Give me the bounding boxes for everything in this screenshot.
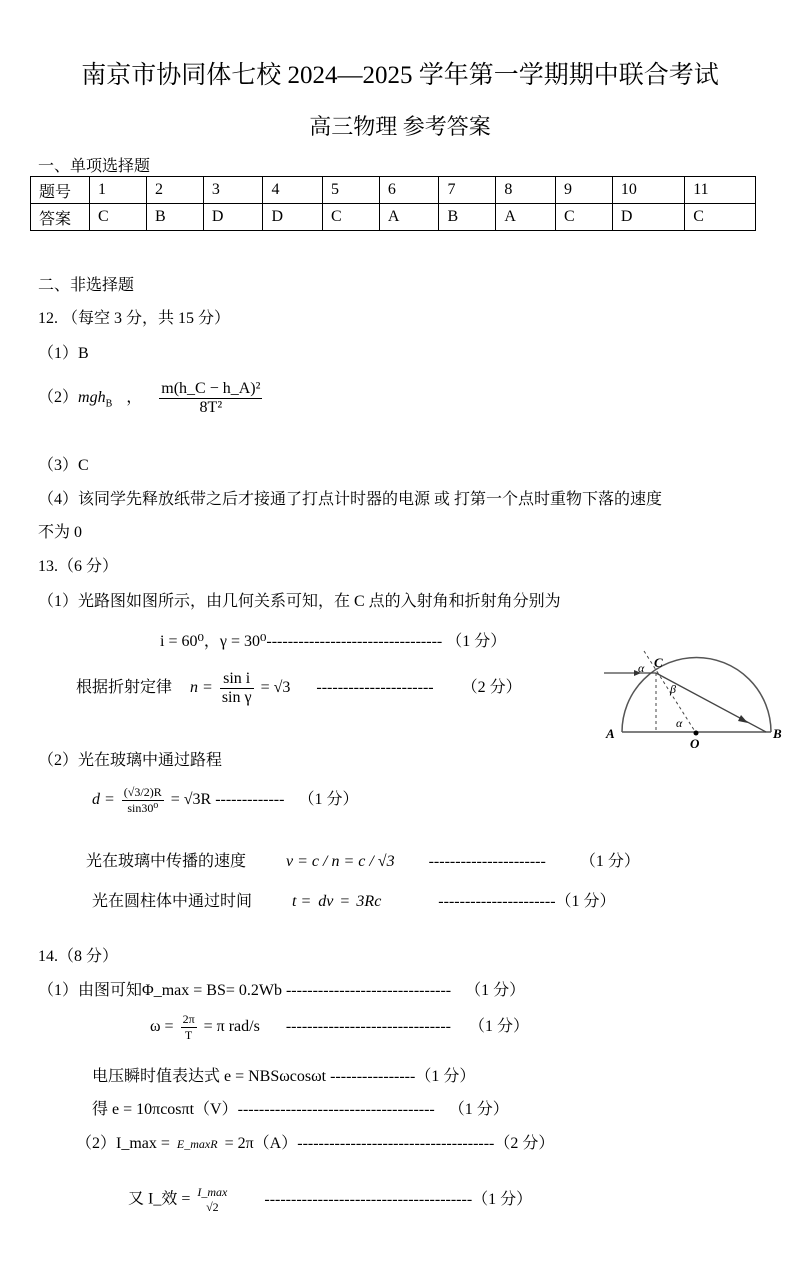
score: （1 分）: [298, 791, 359, 809]
center-point: [694, 731, 699, 736]
score: （1 分）: [579, 853, 640, 870]
numerator: sin i: [220, 670, 254, 689]
q13-answer-2: （2）光在玻璃中通过路程: [38, 752, 223, 769]
q14-line-2: [150, 1012, 529, 1043]
question-number: 1: [90, 177, 147, 204]
question-number: 2: [146, 177, 203, 204]
q12-answer-4-line2: 不为 0: [38, 524, 83, 541]
formula: t =: [292, 893, 312, 910]
label-c: C: [654, 655, 663, 670]
label-alpha: α: [676, 716, 683, 730]
answer-cell: A: [379, 204, 439, 231]
formula: = 2π（A）-------------------------------------（2 分）: [224, 1135, 555, 1152]
numerator: 3R: [356, 893, 375, 911]
question-number: 10: [612, 177, 684, 204]
dashes: ----------------------: [316, 679, 434, 697]
section-heading: 一、单项选择题: [38, 158, 151, 175]
table-cell: 答案: [31, 204, 90, 231]
label-beta: β: [670, 682, 676, 696]
label-o: O: [690, 736, 700, 750]
formula: 又 I_效 =: [128, 1190, 191, 1208]
q14-line-4: [92, 1096, 509, 1119]
formula: 得 e = 10πcosπt（V）-------------------------------------: [92, 1101, 435, 1118]
formula: i = 60⁰，γ = 30⁰---------------------------------: [160, 633, 443, 650]
score: （2 分）: [461, 679, 522, 697]
numerator: m(h_C − h_A)²: [161, 380, 261, 397]
q12-head: 12. （每空 3 分，共 15 分）: [38, 310, 231, 327]
fraction: [122, 785, 164, 816]
numerator: (√3/2)R: [123, 785, 162, 799]
formula: d =: [92, 791, 115, 809]
denominator: v: [326, 893, 334, 911]
fraction: [159, 380, 262, 417]
label: （2）: [38, 389, 79, 407]
document-subtitle: 高三物理 参考答案: [309, 114, 491, 139]
q13-angles: [160, 628, 506, 651]
formula: （1）由图可知Φ_max = BS= 0.2Wb -------------------------------: [38, 982, 452, 999]
question-number: 4: [263, 177, 323, 204]
answer-cell: B: [439, 204, 496, 231]
denominator: sin30⁰: [127, 801, 159, 815]
numerator: I_max: [197, 1185, 228, 1199]
document-title: 南京市协同体七校 2024—2025 学年第一学期期中联合考试: [81, 62, 719, 89]
answer-table: [30, 176, 756, 231]
answer-cell: A: [496, 204, 556, 231]
q13-answer-1: （1）光路图如图所示，由几何关系可知，在 C 点的入射角和折射角分别为: [38, 593, 561, 610]
q14-line-5: [76, 1130, 554, 1153]
formula: = π rad/s: [203, 1018, 260, 1036]
formula: = √3R -------------: [170, 791, 285, 809]
question-number: 7: [439, 177, 496, 204]
answer-cell: D: [263, 204, 323, 231]
question-number: 11: [685, 177, 756, 204]
question-number: 9: [555, 177, 612, 204]
q14-line-6: [128, 1185, 532, 1215]
answer-cell: C: [555, 204, 612, 231]
dashes: ---------------------------------------（1 分）: [264, 1190, 533, 1208]
q12-answer-4-line1: （4）该同学先释放纸带之后才接通了打点计时器的电源 或 打第一个点时重物下落的速度: [38, 491, 663, 508]
q13-path: [92, 785, 358, 816]
answer-cell: D: [612, 204, 684, 231]
denominator: T: [184, 1028, 193, 1042]
fraction: [318, 893, 333, 911]
score: （1 分）: [465, 982, 526, 999]
label-alpha: α: [638, 661, 645, 675]
q13-head: 13.（6 分）: [38, 558, 119, 575]
q14-head: 14.（8 分）: [38, 948, 119, 965]
label: 光在玻璃中传播的速度: [86, 853, 247, 870]
denominator: 8T²: [199, 399, 223, 416]
arrow-icon: [738, 715, 748, 723]
denominator: sin γ: [221, 689, 252, 706]
q13-law: [76, 670, 522, 707]
question-number: 8: [496, 177, 556, 204]
label-b: B: [773, 726, 782, 741]
answer-cell: D: [203, 204, 263, 231]
numerator: 2π: [182, 1012, 195, 1026]
formula: = √3: [260, 679, 291, 697]
formula: ω =: [150, 1018, 174, 1036]
fraction: [220, 670, 254, 707]
q12-answer-2: [38, 380, 265, 417]
table-row: [31, 204, 756, 231]
separator: ，: [126, 389, 143, 407]
formula: mgh: [78, 389, 106, 407]
numerator: E_max: [176, 1136, 211, 1151]
label-a: A: [606, 726, 615, 741]
q12-answer-1: （1）B: [38, 345, 89, 362]
score: （1 分）: [448, 1101, 509, 1118]
equals: =: [340, 893, 350, 910]
fraction: [177, 1137, 218, 1152]
denominator: R: [210, 1136, 218, 1151]
formula: （2）I_max =: [76, 1135, 170, 1152]
q13-time: [92, 888, 616, 911]
fraction: [181, 1012, 197, 1043]
numerator: d: [318, 893, 327, 911]
subscript: B: [105, 398, 113, 410]
answer-cell: C: [685, 204, 756, 231]
answer-cell: C: [322, 204, 379, 231]
q13-speed: [86, 848, 640, 871]
section-heading: 二、非选择题: [38, 277, 135, 294]
formula: n =: [190, 679, 213, 697]
denominator: c: [374, 893, 382, 911]
score: （1 分）: [446, 633, 507, 650]
optics-diagram: [596, 645, 786, 750]
question-number: 3: [203, 177, 263, 204]
table-cell: 题号: [31, 177, 90, 204]
q14-line-3: 电压瞬时值表达式 e = NBSωcosωt ----------------（1 分）: [92, 1068, 476, 1085]
table-row: [31, 177, 756, 204]
q12-answer-3: （3）C: [38, 457, 89, 474]
dashes: ----------------------（1 分）: [438, 893, 616, 910]
q14-line-1: [38, 977, 525, 1000]
answer-cell: B: [146, 204, 203, 231]
formula: v = c / n = c / √3: [286, 853, 395, 870]
label: 根据折射定律: [76, 679, 173, 697]
answer-cell: C: [90, 204, 147, 231]
question-number: 5: [322, 177, 379, 204]
fraction: [356, 893, 381, 911]
label: 光在圆柱体中通过时间: [92, 893, 253, 910]
dashes: ----------------------: [428, 853, 546, 870]
dashes: -------------------------------: [285, 1018, 451, 1036]
score: （1 分）: [469, 1018, 530, 1036]
question-number: 6: [379, 177, 439, 204]
denominator: √2: [206, 1200, 219, 1214]
fraction: [197, 1185, 227, 1215]
